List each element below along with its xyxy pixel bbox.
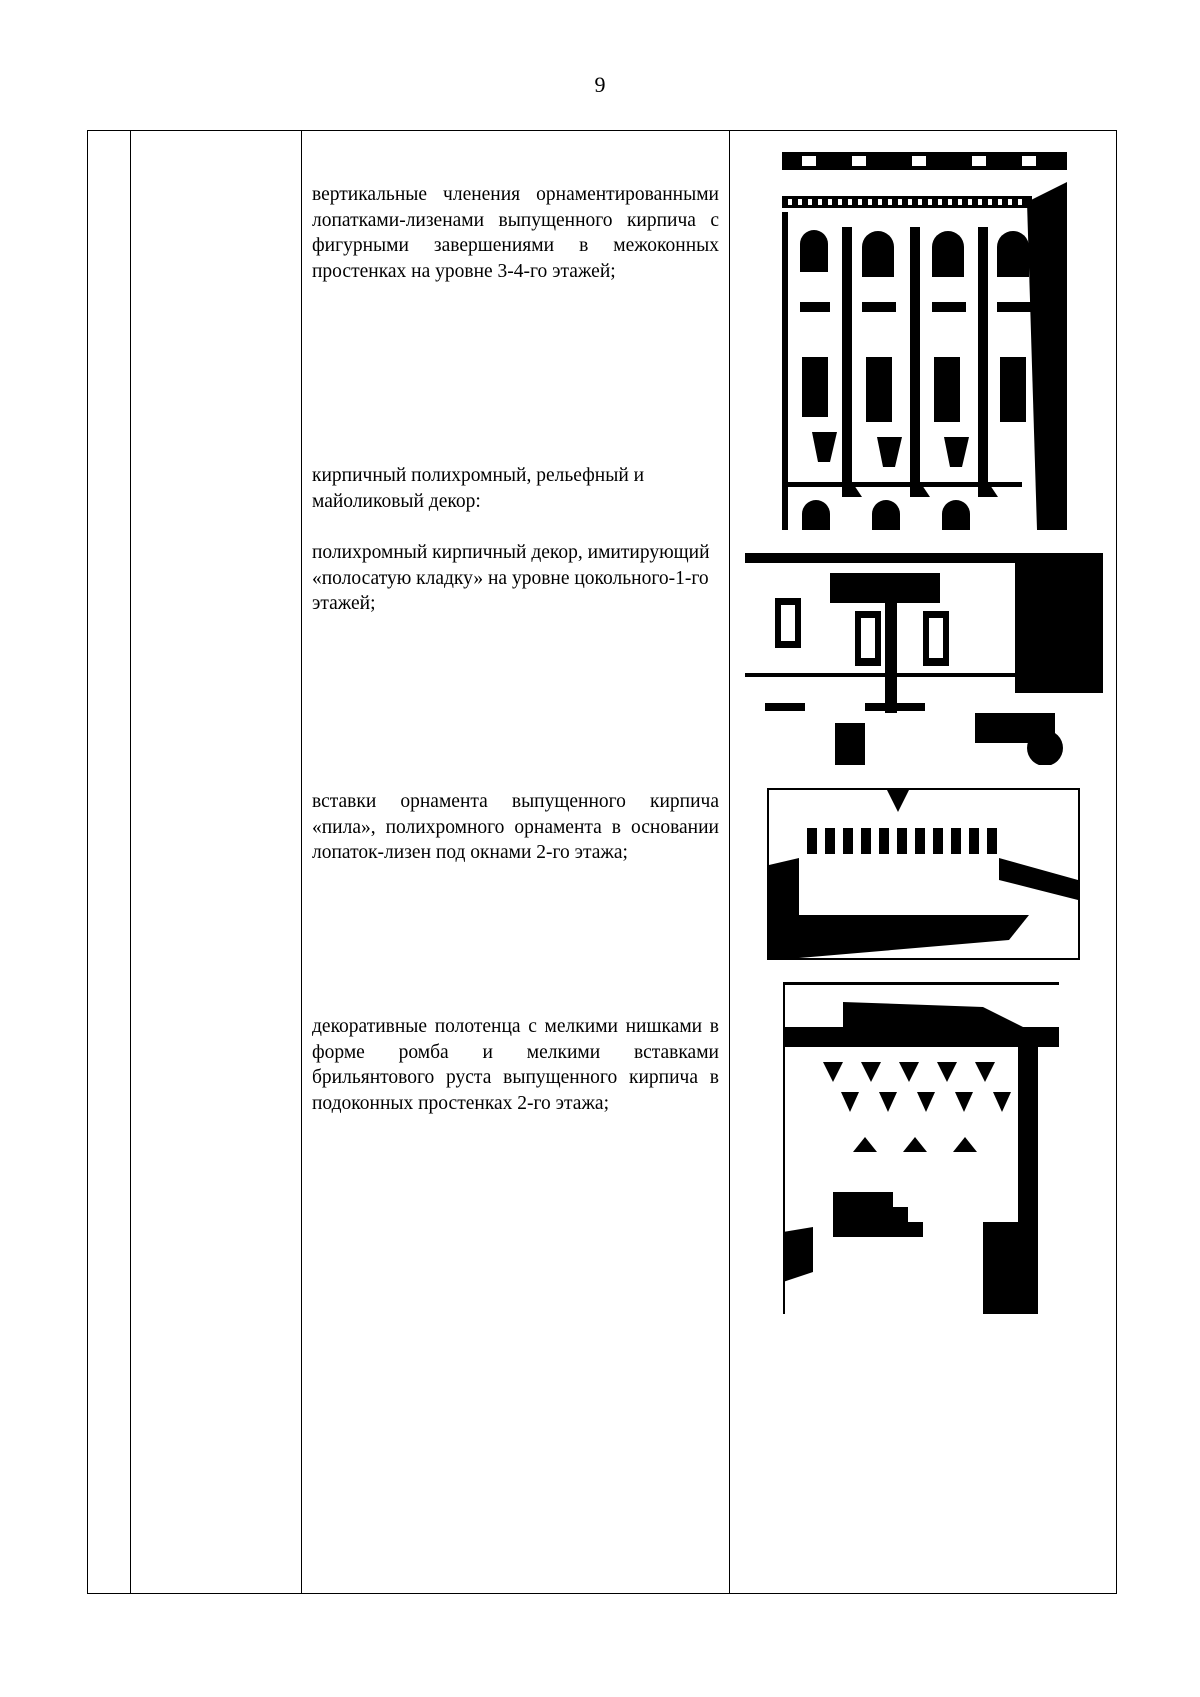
feature-saw-text: вставки орнамента выпущенного кирпича «пила», полихромного орнамента в основании лопаток-лизен под окнами 2-го этажа; <box>312 791 719 863</box>
feature-decor-heading-text: кирпичный полихромный, рельефный и майоликовый декор: <box>312 465 645 512</box>
decorative-towels-photo <box>783 982 1059 1314</box>
column-divider-1 <box>130 130 131 1594</box>
feature-striped-text: полихромный кирпичный декор, имитирующий «полосатую кладку» на уровне цокольного-1-го этажей; <box>312 542 710 614</box>
feature-towels-text: декоративные полотенца с мелкими нишками в форме ромба и мелкими вставками брильянтового руста выпущенного кирпича в подоконных простенках 2-го этажа; <box>312 1016 719 1114</box>
facade-lizeny-photo <box>782 152 1067 530</box>
page-number: 9 <box>594 72 606 97</box>
feature-lizeny-text: вертикальные членения орнаментированными лопатками-лизенами выпущенного кирпича с фигурными завершениями в межоконных простенках на уровне 3-4-го этажей; <box>312 184 719 282</box>
column-divider-2 <box>301 130 302 1594</box>
column-divider-3 <box>729 130 730 1594</box>
saw-ornament-photo <box>767 788 1080 960</box>
striped-masonry-photo <box>745 553 1103 765</box>
